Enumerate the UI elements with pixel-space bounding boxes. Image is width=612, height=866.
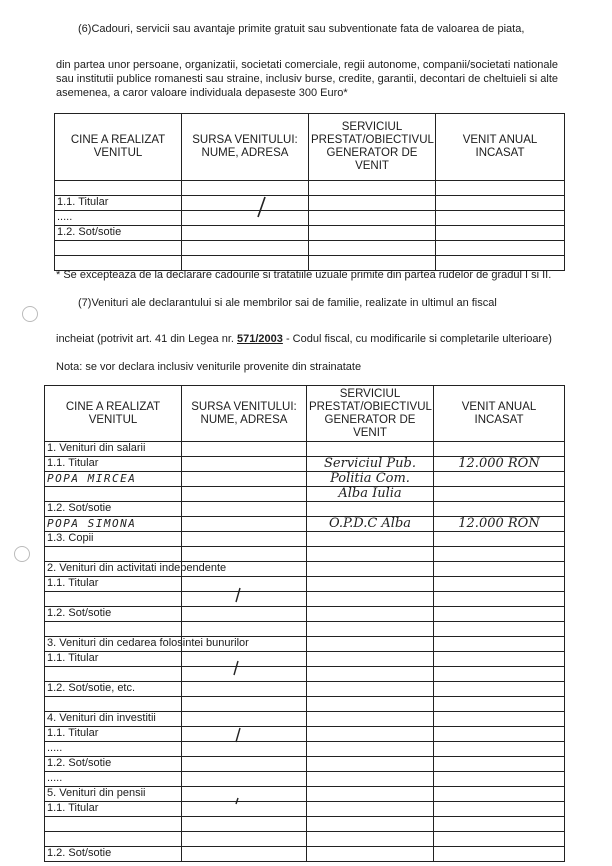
- punch-hole-mark: [14, 546, 30, 562]
- table-row: [45, 682, 565, 697]
- table-cell: [309, 196, 436, 211]
- table-header-row: [55, 114, 565, 181]
- table-cell: Politia Com.: [307, 472, 434, 487]
- sec7-text-pre: incheiat (potrivit art. 41 din Legea nr.: [56, 333, 237, 345]
- table-row: [45, 472, 565, 487]
- section-row: [45, 787, 565, 802]
- table-cell: [307, 502, 434, 517]
- law-number: 571/2003: [237, 333, 283, 345]
- table-cell: [307, 697, 434, 712]
- col-header-serviciul: SERVICIUL PRESTAT/OBIECTIVUL GENERATOR DE VENIT: [307, 386, 434, 442]
- table-cell: [309, 181, 436, 196]
- section-row: [45, 442, 565, 457]
- table-row: [45, 652, 565, 667]
- table-row: [45, 547, 565, 562]
- table-row: [45, 727, 565, 742]
- table-cell: [182, 577, 307, 592]
- row-label-cell: 1.2. Sot/sotie: [55, 226, 182, 241]
- table-cell: [182, 241, 309, 256]
- table-cell: Alba Iulia: [307, 487, 434, 502]
- row-label-cell: [45, 547, 182, 562]
- table-cell: [434, 562, 565, 577]
- table-cell: [182, 211, 309, 226]
- table-cell: [182, 847, 307, 862]
- row-label-cell: 1.1. Titular: [45, 577, 182, 592]
- table-row: [45, 577, 565, 592]
- table-cell: [434, 442, 565, 457]
- table-cell: [436, 226, 565, 241]
- sec7-number: (7): [78, 297, 92, 309]
- row-label-cell: .....: [55, 211, 182, 226]
- punch-hole-mark: [22, 306, 38, 322]
- row-label-cell: [45, 697, 182, 712]
- table-row: [45, 622, 565, 637]
- table-cell: [307, 622, 434, 637]
- table-cell: [434, 487, 565, 502]
- table-cell: [309, 241, 436, 256]
- col-header-venit: VENIT ANUAL INCASAT: [434, 386, 565, 442]
- row-label-cell: 1.1. Titular: [45, 457, 182, 472]
- table-cell: [307, 742, 434, 757]
- table-cell: [434, 652, 565, 667]
- sec6-table: [54, 113, 565, 271]
- table-cell: [182, 712, 307, 727]
- row-label-cell: [55, 181, 182, 196]
- table-cell: [182, 457, 307, 472]
- table-cell: [182, 727, 307, 742]
- row-label-cell: 1.2. Sot/sotie: [45, 502, 182, 517]
- table-cell: [307, 787, 434, 802]
- table-cell: O.P.D.C Alba: [307, 517, 434, 532]
- row-label-cell: 1.1. Titular: [45, 652, 182, 667]
- table-row: [45, 592, 565, 607]
- table-cell: [182, 226, 309, 241]
- table-row: [55, 241, 565, 256]
- section-label: 4. Venituri din investitii: [45, 712, 182, 727]
- row-label-cell: [45, 667, 182, 682]
- row-label-cell: .....: [45, 772, 182, 787]
- row-label-cell: 1.3. Copii: [45, 532, 182, 547]
- section-label: 5. Venituri din pensii: [45, 787, 182, 802]
- table-cell: [182, 802, 307, 817]
- table-cell: [182, 832, 307, 847]
- table-cell: [182, 547, 307, 562]
- row-label-cell: 1.2. Sot/sotie, etc.: [45, 682, 182, 697]
- row-label-cell: [45, 487, 182, 502]
- row-label-cell: 1.1. Titular: [55, 196, 182, 211]
- table-cell: [182, 652, 307, 667]
- table-cell: [182, 502, 307, 517]
- table-cell: [434, 547, 565, 562]
- section-row: [45, 712, 565, 727]
- row-label-cell: 1.1. Titular: [45, 802, 182, 817]
- col-header-venit: VENIT ANUAL INCASAT: [436, 114, 565, 181]
- col-header-serviciul: SERVICIUL PRESTAT/OBIECTIVUL GENERATOR DE VENIT: [309, 114, 436, 181]
- table-cell: [436, 241, 565, 256]
- table-row: [45, 517, 565, 532]
- row-label-cell: POPA MIRCEA: [45, 472, 182, 487]
- row-label-cell: POPA SIMONA: [45, 517, 182, 532]
- table-cell: [182, 592, 307, 607]
- row-label-cell: 1.2. Sot/sotie: [45, 847, 182, 862]
- table-row: [45, 457, 565, 472]
- sec6-intro: Cadouri, servicii sau avantaje primite gratuit sau subventionate fata de valoarea de piata,: [91, 23, 525, 35]
- table-cell: [182, 667, 307, 682]
- table-cell: [182, 607, 307, 622]
- table-cell: [434, 727, 565, 742]
- table-cell: [182, 472, 307, 487]
- table-cell: [307, 772, 434, 787]
- table-row: [45, 817, 565, 832]
- table-cell: [434, 592, 565, 607]
- section-label: 2. Venituri din activitati independente: [45, 562, 182, 577]
- table-cell: [307, 532, 434, 547]
- table-cell: 12.000 RON: [434, 517, 565, 532]
- table-cell: [434, 532, 565, 547]
- row-label-cell: [55, 241, 182, 256]
- table-cell: [309, 211, 436, 226]
- table-cell: [434, 682, 565, 697]
- sec6-number: (6): [78, 23, 92, 35]
- table-cell: [307, 442, 434, 457]
- table-cell: [182, 787, 307, 802]
- table-cell: [307, 547, 434, 562]
- table-row: [45, 502, 565, 517]
- table-cell: [307, 847, 434, 862]
- table-cell: [307, 727, 434, 742]
- table-cell: [434, 847, 565, 862]
- table-cell: Serviciul Pub.: [307, 457, 434, 472]
- table-cell: [307, 652, 434, 667]
- sec7-intro-line: [46, 296, 558, 310]
- table-cell: [436, 196, 565, 211]
- table-cell: [436, 181, 565, 196]
- table-cell: [434, 667, 565, 682]
- table-cell: [307, 577, 434, 592]
- table-row: [45, 802, 565, 817]
- table-cell: [307, 637, 434, 652]
- table-cell: [434, 817, 565, 832]
- table-cell: [307, 712, 434, 727]
- table-row: [45, 832, 565, 847]
- row-label-cell: 1.2. Sot/sotie: [45, 607, 182, 622]
- table-row: [55, 196, 565, 211]
- table-cell: [434, 832, 565, 847]
- table-cell: [436, 211, 565, 226]
- table-header-row: [45, 386, 565, 442]
- sec7-table: [44, 385, 565, 862]
- table-cell: [307, 757, 434, 772]
- table-cell: [182, 817, 307, 832]
- section-label: 3. Venituri din cedarea folosintei bunurilor: [45, 637, 182, 652]
- table-row: [55, 181, 565, 196]
- section-row: [45, 637, 565, 652]
- table-row: [45, 667, 565, 682]
- table-cell: [182, 196, 309, 211]
- section-label: 1. Venituri din salarii: [45, 442, 182, 457]
- col-header-cine: CINE A REALIZAT VENITUL: [45, 386, 182, 442]
- table-cell: [182, 697, 307, 712]
- table-cell: [307, 802, 434, 817]
- table-row: [45, 757, 565, 772]
- table-cell: [309, 226, 436, 241]
- row-label-cell: .....: [45, 742, 182, 757]
- table-row: [45, 742, 565, 757]
- col-header-sursa: SURSA VENITULUI: NUME, ADRESA: [182, 114, 309, 181]
- table-cell: [307, 817, 434, 832]
- table-cell: [307, 832, 434, 847]
- row-label-cell: [45, 832, 182, 847]
- table-cell: [182, 742, 307, 757]
- sec7-intro: Venituri ale declarantului si ale membrilor sai de familie, realizate in ultimul an fiscal: [91, 297, 497, 309]
- sec6-footnote: * Se excepteaza de la declarare cadourile si tratatiile uzuale primite din partea rudelor de gradul I si II.: [56, 269, 552, 281]
- table-row: [45, 532, 565, 547]
- sec7-note: Nota: se vor declara inclusiv veniturile provenite din strainatate: [56, 361, 362, 373]
- sec7-text: [56, 332, 558, 346]
- table-cell: [434, 697, 565, 712]
- row-label-cell: [45, 622, 182, 637]
- table-cell: 12.000 RON: [434, 457, 565, 472]
- col-header-sursa: SURSA VENITULUI: NUME, ADRESA: [182, 386, 307, 442]
- section-row: [45, 562, 565, 577]
- table-cell: [434, 502, 565, 517]
- table-cell: [182, 532, 307, 547]
- row-label-cell: [45, 592, 182, 607]
- table-cell: [307, 592, 434, 607]
- table-row: [45, 487, 565, 502]
- table-cell: [434, 637, 565, 652]
- table-cell: [182, 487, 307, 502]
- table-cell: [182, 772, 307, 787]
- table-cell: [434, 622, 565, 637]
- table-cell: [182, 517, 307, 532]
- table-cell: [434, 742, 565, 757]
- table-cell: [182, 682, 307, 697]
- table-cell: [434, 712, 565, 727]
- table-cell: [307, 667, 434, 682]
- table-row: [45, 697, 565, 712]
- table-cell: [434, 772, 565, 787]
- table-row: [55, 211, 565, 226]
- table-cell: [182, 442, 307, 457]
- table-row: [45, 847, 565, 862]
- col-header-cine: CINE A REALIZAT VENITUL: [55, 114, 182, 181]
- row-label-cell: 1.2. Sot/sotie: [45, 757, 182, 772]
- table-row: [45, 607, 565, 622]
- table-cell: [434, 607, 565, 622]
- row-label-cell: 1.1. Titular: [45, 727, 182, 742]
- sec6-intro-line: [46, 22, 558, 36]
- table-cell: [182, 622, 307, 637]
- table-cell: [182, 757, 307, 772]
- table-cell: [434, 472, 565, 487]
- table-cell: [434, 802, 565, 817]
- table-cell: [307, 562, 434, 577]
- table-cell: [434, 787, 565, 802]
- row-label-cell: [45, 817, 182, 832]
- table-row: [45, 772, 565, 787]
- table-row: [55, 226, 565, 241]
- sec7-text-post: - Codul fiscal, cu modificarile si completarile ulterioare): [282, 333, 552, 345]
- table-cell: [307, 607, 434, 622]
- sec6-text: din partea unor persoane, organizatii, societati comerciale, regii autonome, companii/societati nationale sau institutii publice romanesti sau straine, inclusiv burse, credite, garantii, decontari de cheltuieli si alte asemenea, a caror valoare individuala depaseste 300 Euro*: [56, 59, 559, 99]
- table-cell: [182, 181, 309, 196]
- table-cell: [307, 682, 434, 697]
- table-cell: [434, 757, 565, 772]
- table-cell: [434, 577, 565, 592]
